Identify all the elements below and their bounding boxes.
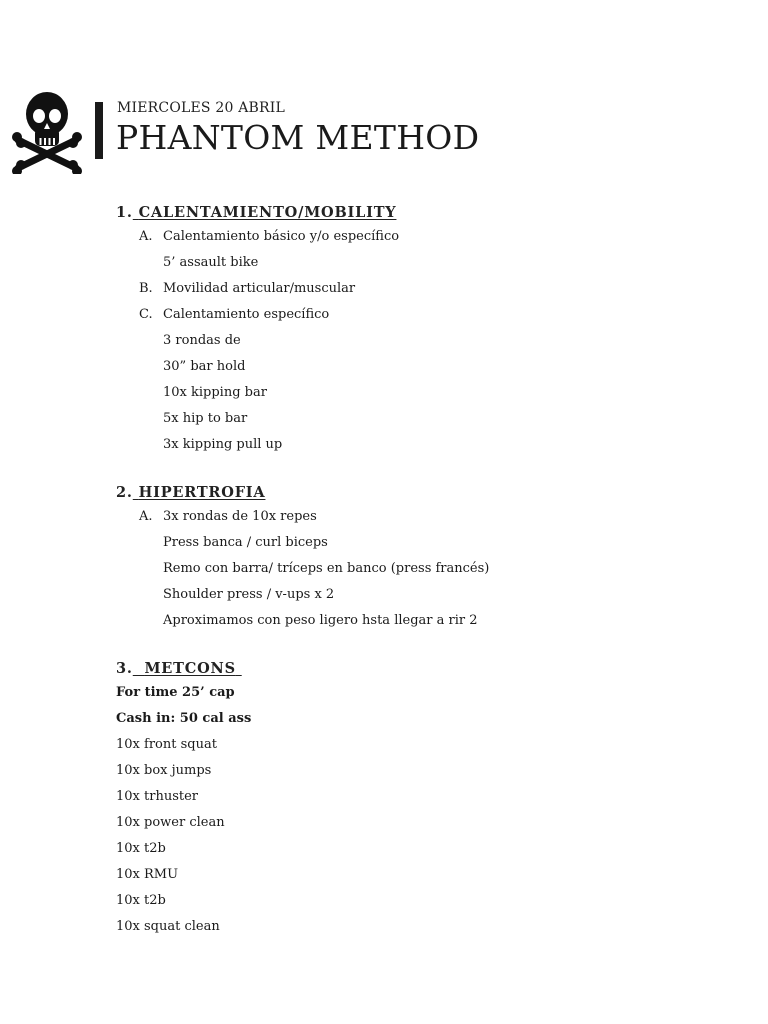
item-text: 3x rondas de 10x repes — [163, 509, 317, 524]
metcon-line: 10x power clean — [116, 815, 225, 830]
metcon-line: 10x t2b — [116, 841, 166, 856]
metcon-line: 10x front squat — [116, 737, 217, 752]
page-date: MIERCOLES 20 ABRIL — [117, 100, 286, 116]
workout-content — [116, 202, 736, 940]
item-text: 30” bar hold — [163, 359, 246, 374]
metcon-line: 10x trhuster — [116, 789, 198, 804]
item-letter: B. — [139, 281, 153, 296]
item-text: 10x kipping bar — [163, 385, 267, 400]
section-title: CALENTAMIENTO/MOBILITY — [138, 204, 397, 221]
list-item-continuation — [116, 582, 736, 608]
section-spacer — [116, 458, 736, 482]
section-number: 1. — [116, 204, 133, 221]
item-letter: A. — [139, 229, 153, 244]
item-text: 3x kipping pull up — [163, 437, 283, 452]
page-title: PHANTOM METHOD — [116, 118, 480, 157]
list-item-continuation — [116, 406, 736, 432]
item-text: Aproximamos con peso ligero hsta llegar a rir 2 — [163, 613, 478, 628]
metcon-line: 10x RMU — [116, 867, 179, 882]
metcon-line: 10x squat clean — [116, 919, 220, 934]
metcon-line: 10x box jumps — [116, 763, 212, 778]
section-title: HIPERTROFIA — [138, 484, 266, 501]
section-heading-hypertrophy — [116, 482, 736, 504]
item-text: Movilidad articular/muscular — [163, 281, 356, 296]
list-item-continuation — [116, 608, 736, 634]
list-item-continuation — [116, 250, 736, 276]
item-text: Shoulder press / v-ups x 2 — [163, 587, 335, 602]
list-item — [116, 276, 736, 302]
metcon-line: 10x t2b — [116, 893, 166, 908]
skull-crossbones-icon — [12, 90, 82, 174]
item-letter: A. — [139, 509, 153, 524]
list-item-continuation — [116, 432, 736, 458]
item-text: Remo con barra/ tríceps en banco (press francés) — [163, 561, 490, 576]
list-item — [116, 504, 736, 530]
list-item-continuation — [116, 354, 736, 380]
section-heading-metcons — [116, 658, 736, 680]
metcon-line: For time 25’ cap — [116, 685, 235, 700]
list-item-continuation — [116, 530, 736, 556]
item-text: 3 rondas de — [163, 333, 241, 348]
section-number: 2. — [116, 484, 133, 501]
list-item — [116, 302, 736, 328]
list-item-continuation — [116, 556, 736, 582]
item-letter: C. — [139, 307, 153, 322]
item-text: 5x hip to bar — [163, 411, 248, 426]
section-title: METCONS — [144, 660, 236, 677]
list-item — [116, 224, 736, 250]
item-text: 5’ assault bike — [163, 255, 259, 270]
section-number: 3. — [116, 660, 133, 677]
item-text: Calentamiento básico y/o específico — [163, 229, 400, 244]
list-item-continuation — [116, 328, 736, 354]
list-item-continuation — [116, 380, 736, 406]
section-spacer — [116, 634, 736, 658]
section-heading-warmup — [116, 202, 736, 224]
item-text: Press banca / curl biceps — [163, 535, 328, 550]
metcon-line: Cash in: 50 cal ass — [116, 711, 252, 726]
item-text: Calentamiento específico — [163, 307, 330, 322]
title-accent-bar — [95, 102, 103, 159]
